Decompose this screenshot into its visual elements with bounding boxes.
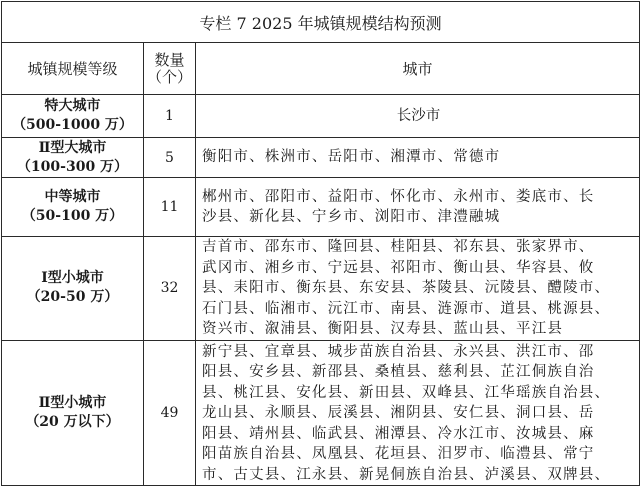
table-row (2, 95, 640, 138)
header-count-line2: （个） (146, 67, 192, 86)
count-cell: 11 (144, 178, 196, 237)
cities-line: 新宁县、宜章县、城步苗族自治县、永兴县、洪江市、邵 (202, 343, 595, 360)
cities-line: 县、桃江县、安化县、新田县、双峰县、江华瑶族自治县、 (202, 384, 611, 401)
level-range: （20-50 万） (26, 289, 119, 306)
level-range: （100-300 万） (16, 158, 129, 175)
cities-line: 沙县、新化县、宁乡市、浏阳市、津澧融城 (202, 209, 501, 225)
table-row (2, 178, 640, 237)
level-range: （500-1000 万） (12, 117, 133, 133)
count-cell: 32 (144, 237, 196, 341)
header-cities: 城市 (196, 43, 640, 95)
level-cell (2, 237, 144, 341)
cities-cell (196, 178, 640, 237)
table-title: 专栏 7 2025 年城镇规模结构预测 (2, 2, 640, 43)
level-name: 中等城市 (44, 189, 101, 205)
level-name: Ⅱ型大城市 (38, 139, 107, 156)
level-name: Ⅱ型小城市 (38, 394, 107, 411)
cities-line: 吉首市、邵东市、隆回县、桂阳县、祁东县、张家界市、 (202, 239, 595, 255)
level-cell (2, 138, 144, 178)
cities-line: 郴州市、邵阳市、益阳市、怀化市、永州市、娄底市、长 (202, 188, 595, 205)
cities-cell (196, 340, 640, 486)
cities-line: 龙山县、永顺县、辰溪县、湘阴县、安仁县、洞口县、岳 (202, 405, 595, 421)
header-count-line1: 数量 (154, 50, 185, 69)
cities-line: 阳苗族自治县、凤凰县、花垣县、汨罗市、临澧县、常宁 (202, 446, 595, 462)
cities-cell (196, 95, 640, 138)
cities-line: 武冈市、湘乡市、宁远县、祁阳市、衡山县、华容县、攸 (202, 259, 595, 276)
cities-line: 阳县、靖州县、临武县、湘潭县、冷水江市、汝城县、麻 (202, 425, 595, 442)
cities-cell (196, 138, 640, 178)
level-name: 特大城市 (44, 98, 101, 114)
urban-scale-table (1, 1, 640, 486)
cities-line: 衡阳市、株洲市、岳阳市、湘潭市、常德市 (202, 149, 501, 166)
table-row (2, 138, 640, 178)
level-range: （50-100 万） (21, 208, 124, 224)
table-row (2, 340, 640, 486)
table-row (2, 237, 640, 341)
level-cell (2, 340, 144, 486)
level-name: Ⅰ型小城市 (41, 270, 104, 287)
count-cell: 1 (144, 95, 196, 138)
header-level: 城镇规模等级 (2, 43, 144, 95)
level-cell (2, 95, 144, 138)
cities-line: 县、耒阳市、衡东县、东安县、茶陵县、沅陵县、醴陵市、 (202, 280, 611, 296)
header-row (2, 43, 640, 95)
cities-cell (196, 237, 640, 341)
cities-line: 石门县、临湘市、沅江市、南县、涟源市、道县、桃源县、 (202, 300, 611, 317)
count-cell: 5 (144, 138, 196, 178)
cities-line: 长沙市 (396, 107, 441, 124)
cities-line: 阳县、安乡县、新邵县、桑植县、慈利县、芷江侗族自治 (202, 364, 595, 380)
header-count (144, 43, 196, 95)
cities-line: 资兴市、溆浦县、衡阳县、汉寿县、蓝山县、平江县 (202, 321, 564, 337)
level-cell (2, 178, 144, 237)
table-title-row (2, 2, 640, 43)
cities-line: 市、古丈县、江永县、新晃侗族自治县、泸溪县、双牌县、 (202, 466, 611, 483)
count-cell: 49 (144, 340, 196, 486)
level-range: （20 万以下） (25, 413, 120, 430)
